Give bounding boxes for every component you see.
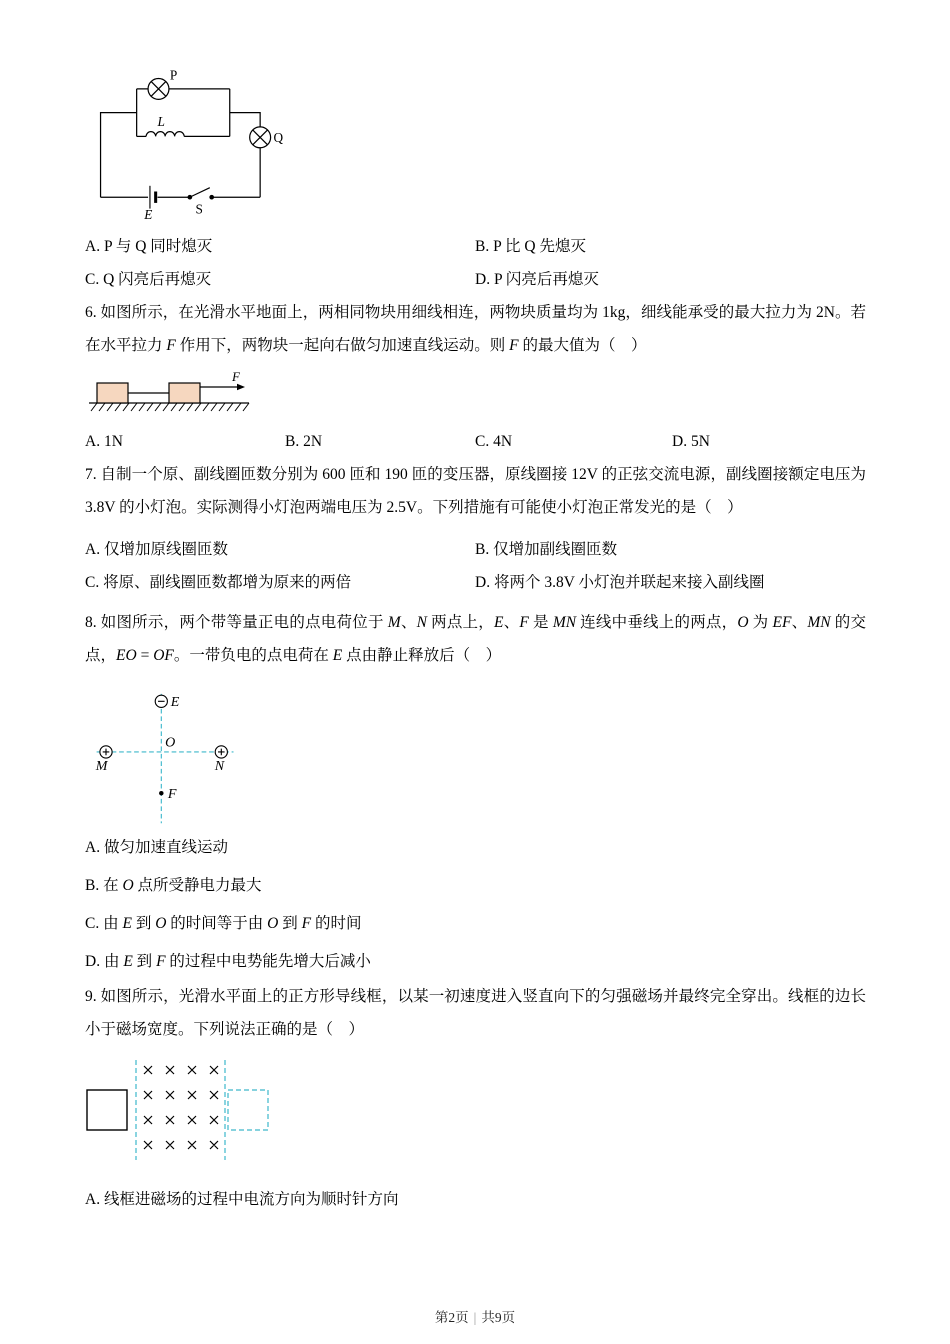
- circuit-wires: [101, 78, 271, 208]
- force-label: F: [232, 369, 240, 384]
- battery-icon: [150, 186, 156, 209]
- q6-option-d: D. 5N: [672, 433, 710, 450]
- q8-option-a: A. 做匀加速直线运动: [85, 839, 228, 856]
- point-f-dot: [159, 791, 164, 796]
- field-cross-marks: [144, 1066, 218, 1149]
- switch-label: S: [195, 201, 203, 217]
- q6-stem: 6. 如图所示，在光滑水平地面上，两相同物块用细线相连，两物块质量均为 1kg，细线能承受的最大拉力为 2N。若在水平拉力 F 作用下，两物块一起向右做匀加速直线运动。则 F 的最大值为（ ）: [85, 304, 866, 354]
- lamp-q-label: Q: [273, 130, 284, 146]
- q5-options-row-2: [85, 270, 866, 292]
- q8-option-c: C. 由 E 到 O 的时间等于由 O 到 F 的时间: [85, 915, 362, 932]
- inductor-icon: [146, 132, 184, 137]
- positive-charge-m-icon: [100, 746, 112, 758]
- q7-option-a: A. 仅增加原线圈匝数: [85, 541, 228, 558]
- field-boundaries: [136, 1060, 225, 1160]
- q6-option-a: A. 1N: [85, 433, 123, 450]
- point-e-label: E: [170, 694, 180, 710]
- ground-hatching: [91, 403, 249, 411]
- point-f-label: F: [167, 785, 177, 802]
- q6-blocks-diagram: [87, 370, 257, 420]
- q7-option-d: D. 将两个 3.8V 小灯泡并联起来接入副线圈: [475, 574, 765, 591]
- page-footer: [0, 1306, 950, 1326]
- q9-option-a: A. 线框进磁场的过程中电流方向为顺时针方向: [85, 1191, 399, 1208]
- point-m-label: M: [95, 757, 108, 774]
- point-n-label: N: [214, 757, 225, 774]
- q7-options-row-2: [85, 573, 866, 595]
- q7-options-row-1: [85, 540, 866, 562]
- q8-option-d: D. 由 E 到 F 的过程中电势能先增大后减小: [85, 953, 371, 970]
- q6-option-b: B. 2N: [285, 433, 323, 450]
- footer-separator: |: [473, 1310, 477, 1325]
- positive-charge-n-icon: [215, 746, 227, 758]
- q5-option-d: D. P 闪亮后再熄灭: [475, 271, 599, 288]
- dashed-axes: [97, 694, 234, 823]
- q8-option-b: B. 在 O 点所受静电力最大: [85, 877, 262, 894]
- negative-charge-e-icon: [155, 695, 167, 707]
- q9-stem: 9. 如图所示，光滑水平面上的正方形导线框，以某一初速度进入竖直向下的匀强磁场并最终完全穿出。线框的边长小于磁场宽度。下列说法正确的是（ ）: [85, 988, 866, 1038]
- switch-icon: [188, 188, 213, 199]
- inductor-label: L: [157, 113, 165, 129]
- q5-option-a: A. P 与 Q 同时熄灭: [85, 238, 213, 255]
- block-left: [97, 383, 128, 403]
- q6-options-row: [85, 432, 866, 454]
- q7-stem: 7. 自制一个原、副线圈匝数分别为 600 匝和 190 匝的变压器，原线圈接 12V 的正弦交流电源，副线圈接额定电压为 3.8V 的小灯泡。实际测得小灯泡两端电压为 2.5V。下列措施有可能使小灯泡正常发光的是（ ）: [85, 466, 866, 516]
- footer-page-number: 第2页: [434, 1310, 469, 1325]
- wire-loop-square: [87, 1090, 127, 1130]
- q7-option-b: B. 仅增加副线圈匝数: [475, 541, 618, 558]
- q9-magnetic-field-diagram: [85, 1052, 275, 1164]
- battery-label: E: [144, 207, 153, 223]
- footer-total-pages: 共9页: [481, 1310, 516, 1325]
- lamp-p-icon: [148, 78, 169, 99]
- force-arrowhead: [237, 384, 245, 390]
- lamp-p-label: P: [169, 67, 178, 83]
- point-o-label: O: [165, 734, 176, 751]
- block-right: [169, 383, 200, 403]
- q5-options-row-1: [85, 237, 866, 259]
- lamp-q-icon: [250, 127, 271, 148]
- q8-charges-diagram: [91, 688, 241, 829]
- page-content: [85, 0, 866, 1344]
- q5-circuit-diagram: [87, 67, 287, 223]
- q6-option-c: C. 4N: [475, 433, 513, 450]
- q7-option-c: C. 将原、副线圈匝数都增为原来的两倍: [85, 574, 352, 591]
- q8-stem: 8. 如图所示，两个带等量正电的点电荷位于 M、N 两点上，E、F 是 MN 连线中垂线上的两点，O 为 EF、MN 的交点，EO = OF。一带负电的点电荷在 E 点由静止释放后（ ）: [85, 614, 866, 664]
- exit-position-dashed-square: [228, 1090, 268, 1130]
- q5-option-c: C. Q 闪亮后再熄灭: [85, 271, 212, 288]
- q5-option-b: B. P 比 Q 先熄灭: [475, 238, 586, 255]
